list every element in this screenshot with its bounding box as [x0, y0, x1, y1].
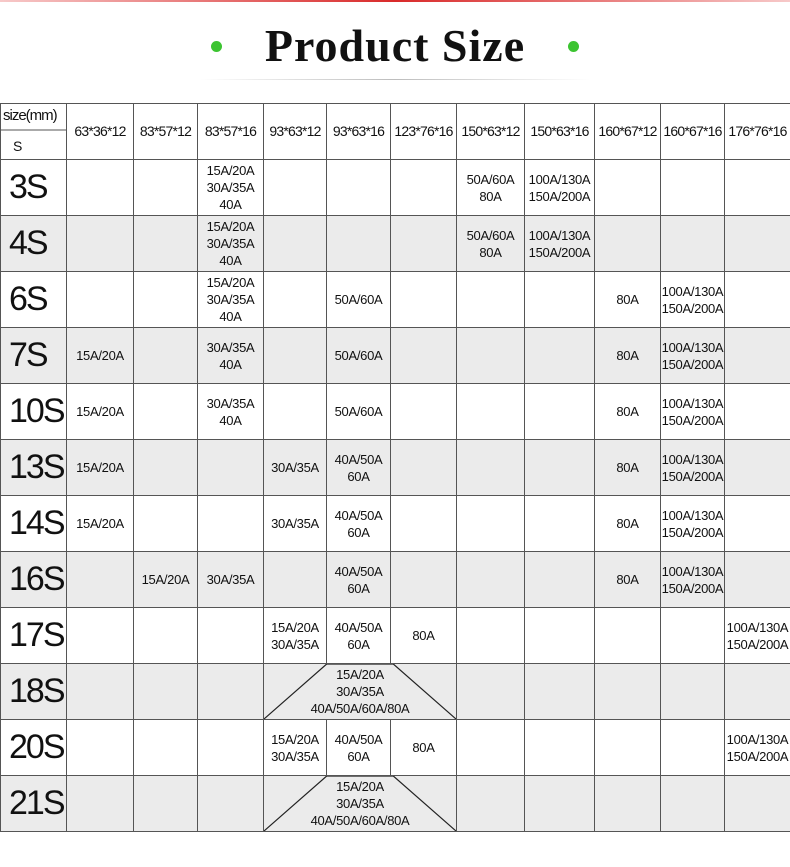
table-cell [264, 216, 327, 272]
cell-line: 30A/35A [206, 572, 255, 587]
table-cell [525, 496, 595, 552]
cell-line: 15A/20A [206, 219, 255, 234]
table-cell [595, 216, 661, 272]
corner-s-label: S [13, 138, 22, 154]
cell-line: 150A/200A [661, 580, 724, 596]
corner-divider [1, 104, 66, 159]
table-cell [595, 160, 661, 216]
table-cell [661, 552, 725, 608]
cell-line: 60A [347, 524, 370, 540]
table-cell [198, 328, 264, 384]
cell-line: 15A/20A [76, 348, 124, 363]
table-cell [67, 720, 134, 776]
column-header: 93*63*12 [264, 104, 327, 160]
cell-line: 40A/50A [334, 507, 383, 523]
table-cell [457, 216, 525, 272]
table-row [1, 440, 790, 496]
table-cell [327, 720, 391, 776]
table-cell [725, 664, 790, 720]
table-cell [525, 328, 595, 384]
row-label: 7S [1, 328, 67, 384]
cell-line: 100A/130A [661, 507, 724, 523]
table-cell [595, 328, 661, 384]
column-header: 160*67*16 [661, 104, 725, 160]
column-header: 150*63*12 [457, 104, 525, 160]
table-cell [264, 328, 327, 384]
cell-line: 150A/200A [726, 748, 789, 764]
top-accent-line [0, 0, 790, 2]
cell-line: 40A/50A [334, 451, 383, 467]
table-cell [661, 272, 725, 328]
table-cell [67, 776, 134, 832]
table-cell [327, 608, 391, 664]
table-cell [525, 608, 595, 664]
column-header: 150*63*16 [525, 104, 595, 160]
table-cell [595, 608, 661, 664]
table-cell [134, 440, 198, 496]
cell-line: 100A/130A [661, 283, 724, 299]
table-cell [67, 328, 134, 384]
table-cell [327, 216, 391, 272]
table-cell [198, 160, 264, 216]
row-label: 20S [1, 720, 67, 776]
cell-line: 15A/20A [76, 404, 124, 419]
table-cell [134, 664, 198, 720]
table-cell [391, 216, 457, 272]
cell-line: 80A [616, 460, 639, 475]
row-label: 3S [1, 160, 67, 216]
cell-line: 50A/60A [466, 171, 515, 187]
cell-line: 100A/130A [661, 451, 724, 467]
cell-line: 80A [412, 740, 435, 755]
cell-line: 60A [347, 636, 370, 652]
table-body [1, 160, 790, 832]
table-cell [67, 384, 134, 440]
table-cell [134, 328, 198, 384]
cell-line: 150A/200A [661, 468, 724, 484]
cell-line: 15A/20A [336, 779, 384, 794]
table-cell [134, 776, 198, 832]
table-cell [725, 328, 790, 384]
table-cell [198, 496, 264, 552]
table-cell [725, 216, 790, 272]
table-cell [525, 776, 595, 832]
table-cell [661, 160, 725, 216]
corner-cell [1, 104, 67, 160]
header-row [1, 104, 790, 160]
table-cell [67, 216, 134, 272]
table-cell [134, 160, 198, 216]
table-cell [327, 440, 391, 496]
cell-line: 80A [616, 572, 639, 587]
table-cell [198, 272, 264, 328]
table-cell [264, 552, 327, 608]
table-cell [725, 440, 790, 496]
column-header: 176*76*16 [725, 104, 790, 160]
title-underline [200, 79, 590, 80]
table-row [1, 608, 790, 664]
cell-line: 30A/35A [336, 796, 384, 811]
cell-line: 15A/20A [141, 572, 190, 587]
cell-line: 15A/20A [76, 516, 124, 531]
table-cell [67, 664, 134, 720]
table-row [1, 552, 790, 608]
table-cell [525, 664, 595, 720]
table-cell [595, 496, 661, 552]
table-cell [327, 328, 391, 384]
table-cell [661, 720, 725, 776]
table-cell [391, 496, 457, 552]
table-cell [525, 720, 595, 776]
cell-line: 100A/130A [661, 395, 724, 411]
table-cell [327, 552, 391, 608]
table-cell [198, 664, 264, 720]
cell-line: 80A [412, 628, 435, 643]
table-cell [595, 720, 661, 776]
table-cell [134, 216, 198, 272]
cell-line: 100A/130A [661, 339, 724, 355]
cell-line: 30A/35A [336, 684, 384, 699]
table-cell [595, 440, 661, 496]
table-cell [595, 664, 661, 720]
table-row [1, 720, 790, 776]
cell-line: 40A/50A/60A/80A [310, 813, 410, 828]
table-row [1, 272, 790, 328]
table-cell [661, 664, 725, 720]
corner-size-label: size(mm) [3, 107, 57, 124]
table-cell [391, 552, 457, 608]
table-cell [525, 440, 595, 496]
table-cell [457, 776, 525, 832]
cell-line: 100A/130A [726, 731, 789, 747]
table-cell [134, 720, 198, 776]
table-cell [525, 384, 595, 440]
table-cell [457, 272, 525, 328]
table-cell [134, 552, 198, 608]
table-cell [725, 776, 790, 832]
table-cell [198, 216, 264, 272]
cell-line: 40A [219, 253, 242, 268]
cell-line: 80A [479, 188, 502, 204]
cell-line: 15A/20A [271, 619, 319, 635]
table-cell [661, 328, 725, 384]
cell-line: 30A/35A [271, 748, 319, 764]
cell-line: 40A [219, 309, 242, 324]
table-cell [67, 272, 134, 328]
table-cell [67, 496, 134, 552]
page-title: Product Size [264, 20, 526, 71]
table-cell [327, 496, 391, 552]
table-cell [134, 384, 198, 440]
cell-line: 80A [616, 404, 639, 419]
table-cell [134, 608, 198, 664]
table-cell [264, 440, 327, 496]
column-header: 93*63*16 [327, 104, 391, 160]
table-cell [595, 776, 661, 832]
table-cell [391, 160, 457, 216]
table-cell [67, 440, 134, 496]
table-cell [264, 160, 327, 216]
table-cell [457, 720, 525, 776]
table-cell [457, 664, 525, 720]
cell-line: 15A/20A [271, 731, 319, 747]
table-cell [198, 384, 264, 440]
cell-line: 50A/60A [334, 348, 383, 363]
column-header: 123*76*16 [391, 104, 457, 160]
row-label: 10S [1, 384, 67, 440]
table-cell [661, 384, 725, 440]
cell-line: 40A/50A [334, 731, 383, 747]
cell-line: 150A/200A [528, 188, 591, 204]
table-row [1, 216, 790, 272]
cell-line: 15A/20A [336, 667, 384, 682]
column-header: 83*57*16 [198, 104, 264, 160]
table-cell [725, 720, 790, 776]
title-bar [0, 16, 790, 76]
cell-line: 80A [616, 348, 639, 363]
table-cell [457, 384, 525, 440]
cell-line: 50A/60A [334, 404, 383, 419]
table-cell [391, 720, 457, 776]
table-cell [725, 552, 790, 608]
cell-line: 40A [219, 197, 242, 212]
table-cell [327, 384, 391, 440]
table-row [1, 496, 790, 552]
cell-line: 30A/35A [206, 395, 255, 411]
table-cell [391, 384, 457, 440]
bullet-dot-left [211, 41, 222, 52]
table-row [1, 328, 790, 384]
table-cell [198, 608, 264, 664]
cell-line: 15A/20A [76, 460, 124, 475]
column-header: 63*36*12 [67, 104, 134, 160]
row-label: 17S [1, 608, 67, 664]
table-cell [661, 776, 725, 832]
cell-line: 100A/130A [726, 619, 789, 635]
table-cell [134, 272, 198, 328]
cell-line: 100A/130A [661, 563, 724, 579]
cell-line: 150A/200A [528, 244, 591, 260]
table-cell [725, 384, 790, 440]
cell-line: 150A/200A [661, 412, 724, 428]
cell-line: 100A/130A [528, 227, 591, 243]
table-cell [264, 272, 327, 328]
cell-line: 80A [479, 244, 502, 260]
cell-line: 150A/200A [661, 356, 724, 372]
cell-line: 50A/60A [334, 292, 383, 307]
column-header: 83*57*12 [134, 104, 198, 160]
cell-line: 15A/20A [206, 163, 255, 178]
table-cell [391, 272, 457, 328]
cell-line: 40A [219, 356, 242, 372]
row-label: 18S [1, 664, 67, 720]
row-label: 16S [1, 552, 67, 608]
table-cell [134, 496, 198, 552]
cell-line: 15A/20A [206, 275, 255, 290]
table-cell [264, 384, 327, 440]
product-size-table [0, 103, 790, 832]
table-cell [725, 608, 790, 664]
table-row [1, 160, 790, 216]
row-label: 13S [1, 440, 67, 496]
table-row [1, 776, 790, 832]
row-label: 21S [1, 776, 67, 832]
cell-line: 40A/50A [334, 563, 383, 579]
column-header: 160*67*12 [595, 104, 661, 160]
table-cell [525, 160, 595, 216]
cell-line: 30A/35A [206, 292, 255, 307]
cell-line: 80A [616, 516, 639, 531]
table-cell [198, 720, 264, 776]
table-cell [457, 496, 525, 552]
cell-line: 40A/50A [334, 619, 383, 635]
table-row [1, 384, 790, 440]
cell-line: 30A/35A [206, 236, 255, 251]
table-row [1, 664, 790, 720]
cell-line: 60A [347, 748, 370, 764]
cell-line: 150A/200A [661, 524, 724, 540]
cell-line: 40A/50A/60A/80A [310, 701, 410, 716]
table-cell [67, 160, 134, 216]
table-cell [725, 160, 790, 216]
table-cell [198, 552, 264, 608]
cell-line: 30A/35A [206, 339, 255, 355]
table-cell [264, 496, 327, 552]
table-cell [525, 216, 595, 272]
table-cell [661, 608, 725, 664]
table-cell [264, 608, 327, 664]
cell-line: 100A/130A [528, 171, 591, 187]
table-cell [391, 328, 457, 384]
cell-line: 150A/200A [726, 636, 789, 652]
cell-line: 60A [347, 468, 370, 484]
table-cell [725, 496, 790, 552]
table-cell [661, 440, 725, 496]
table-cell [67, 608, 134, 664]
table-cell [67, 552, 134, 608]
row-label: 14S [1, 496, 67, 552]
table-cell [661, 496, 725, 552]
cell-line: 30A/35A [206, 180, 255, 195]
table-cell [391, 440, 457, 496]
table-cell [457, 328, 525, 384]
cell-line: 50A/60A [466, 227, 515, 243]
cell-line: 30A/35A [271, 636, 319, 652]
table-cell [457, 160, 525, 216]
table-cell [661, 216, 725, 272]
table-cell [327, 160, 391, 216]
table-cell [457, 608, 525, 664]
table-cell [457, 552, 525, 608]
row-label: 6S [1, 272, 67, 328]
cell-line: 30A/35A [271, 516, 319, 531]
merged-cell-text [264, 666, 456, 717]
table-cell [525, 272, 595, 328]
merged-cell-text [264, 778, 456, 829]
table-cell [595, 552, 661, 608]
table-cell [264, 720, 327, 776]
cell-line: 30A/35A [271, 460, 319, 475]
table-cell [725, 272, 790, 328]
table-cell [525, 552, 595, 608]
table-cell [327, 272, 391, 328]
table-cell [391, 608, 457, 664]
table-cell [198, 440, 264, 496]
table-cell [595, 384, 661, 440]
cell-line: 150A/200A [661, 300, 724, 316]
merged-cell [264, 776, 457, 832]
cell-line: 80A [616, 292, 639, 307]
table-cell [198, 776, 264, 832]
cell-line: 40A [219, 412, 242, 428]
cell-line: 60A [347, 580, 370, 596]
row-label: 4S [1, 216, 67, 272]
table-cell [595, 272, 661, 328]
table-cell [457, 440, 525, 496]
bullet-dot-right [568, 41, 579, 52]
merged-cell [264, 664, 457, 720]
